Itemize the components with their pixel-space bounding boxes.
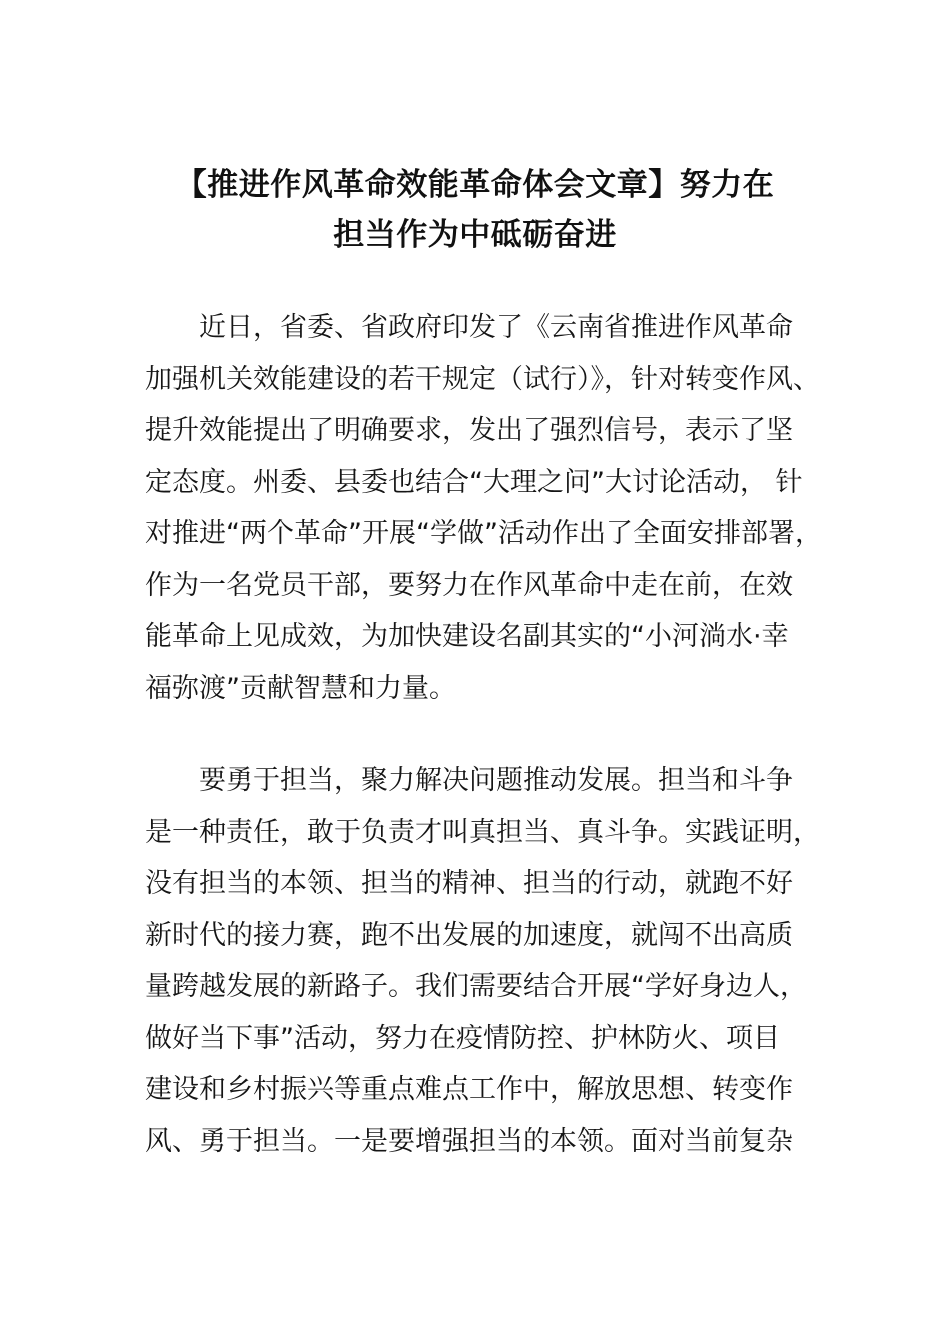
text-line: 建设和乡村振兴等重点难点工作中，解放思想、转变作	[145, 1074, 793, 1105]
text-line: 加强机关效能建设的若干规定（试行）》，针对转变作风、	[145, 363, 820, 395]
text-line: 对推进“两个革命”开展“学做”活动作出了全面安排部署，	[145, 518, 822, 549]
text-line: 福弥渡”贡献智慧和力量。	[145, 672, 456, 704]
document-title	[140, 160, 810, 260]
title-line: 担当作为中砥砺奋进	[333, 217, 617, 253]
text-line: 近日，省委、省政府印发了《云南省推进作风革命	[145, 312, 793, 343]
text-line: 能革命上见成效，为加快建设名副其实的“小河淌水·幸	[145, 621, 789, 652]
text-line: 定态度。州委、县委也结合“大理之问”大讨论活动， 针	[145, 466, 803, 498]
title-line: 【推进作风革命效能革命体会文章】努力在	[175, 167, 775, 203]
text-line: 提升效能提出了明确要求，发出了强烈信号，表示了坚	[145, 415, 793, 446]
text-line: 新时代的接力赛，跑不出发展的加速度，就闯不出高质	[145, 919, 793, 951]
text-line: 要勇于担当，聚力解决问题推动发展。担当和斗争	[145, 765, 793, 796]
text-line: 作为一名党员干部，要努力在作风革命中走在前，在效	[145, 569, 793, 601]
text-line: 没有担当的本领、担当的精神、担当的行动，就跑不好	[145, 868, 793, 899]
body-paragraph-1	[145, 302, 835, 714]
text-line: 风、勇于担当。一是要增强担当的本领。面对当前复杂	[145, 1125, 793, 1157]
text-line: 量跨越发展的新路子。我们需要结合开展“学好身边人，	[145, 971, 807, 1002]
text-line: 是一种责任，敢于负责才叫真担当、真斗争。实践证明，	[145, 816, 820, 848]
body-paragraph-2	[145, 755, 835, 1167]
text-line: 做好当下事”活动，努力在疫情防控、护林防火、项目	[145, 1022, 780, 1054]
